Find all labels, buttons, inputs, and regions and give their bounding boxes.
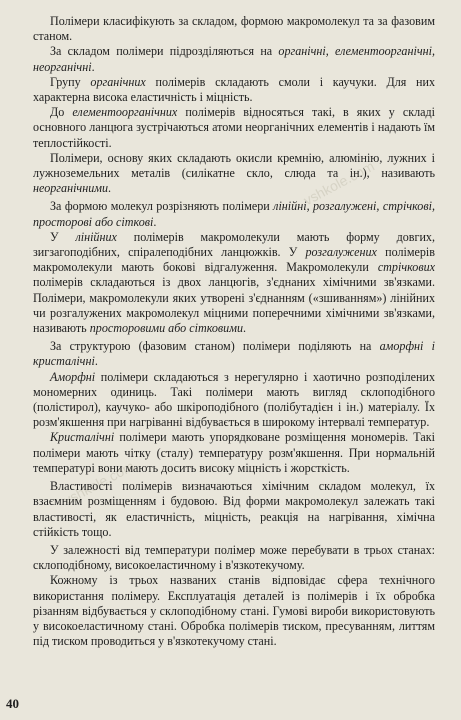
paragraph-organic: Групу органічних полімерів складають смоли і каучуки. Для них характерна висока еластичність і міцність. bbox=[33, 74, 435, 105]
paragraph-organoelement: До елементоорганічних полімерів відносяться такі, в яких у складі основного ланцюга зустрічаються атоми неорганічних елементів і надають їм теплостійкості. bbox=[33, 105, 435, 150]
paragraph-crystalline: Кристалічні полімери мають упорядковане розміщення мономерів. Такі полімери мають чітку (сталу) температуру розм'якшення. При нормальній температурі вони мають досить високу міцність і жорсткість. bbox=[33, 430, 435, 475]
paragraph-composition: За складом полімери підрозділяються на органічні, елементоорганічні, неорганічні. bbox=[33, 44, 435, 74]
paragraph-classification: Полімери класифікують за складом, формою макромолекул та за фазовим станом. bbox=[33, 14, 435, 44]
paragraph-structure: За структурою (фазовим станом) полімери поділяють на аморфні і кристалічні. bbox=[33, 339, 435, 369]
paragraph-inorganic: Полімери, основу яких складають окисли кремнію, алюмінію, лужних і лужноземельних металів (силікатне скло, слюда та ін.), називають неорганічними. bbox=[33, 150, 435, 196]
watermark: vshkole.com bbox=[300, 157, 378, 209]
paragraph-molecule-shape: За формою молекул розрізняють полімери лінійні, розгалужені, стрічкові, просторові або сіткові. bbox=[33, 199, 435, 229]
page-number: 40 bbox=[6, 696, 19, 711]
paragraph-usage: Кожному із трьох названих станів відповідає сфера технічного використання полімеру. Експлуатація деталей із полімерів і їх обробка різанням відбувається у склоподібному стані. Гумові вироби використовують у високоеластичному стані. Обробка полімерів тиском, пресуванням, литтям під тиском проводиться у в'язкотекучому стані. bbox=[33, 573, 435, 649]
paragraph-amorphous: Аморфні полімери складаються з нерегулярно і хаотично розподілених мономерних одиниць. Такі полімери мають вигляд склоподібного (полістирол), каучуко- або шкіроподібного (полібутадієн і ін.) матеріалу. Їх розм'якшення при нагріванні відбувається в широкому інтервалі температур. bbox=[33, 369, 435, 430]
paragraph-properties: Властивості полімерів визначаються хімічним складом молекул, їх взаємним розміщенням і будовою. Від форми макромолекул залежать такі властивості, як еластичність, міцність, реакція на нагрівання, хімічна стійкість тощо. bbox=[33, 479, 435, 539]
paragraph-states: У залежності від температури полімер може перебувати в трьох станах: склоподібному, високоеластичному і в'язкотекучому. bbox=[33, 542, 435, 573]
watermark: vshkole.com bbox=[60, 457, 138, 509]
paragraph-shape-types: У лінійних полімерів макромолекули мають форму довгих, зигзагоподібних, спіралеподібних ланцюжків. У розгалужених полімерів макромолекули мають бокові відгалуження. Макромолекули стрічкових полімерів складаються із двох ланцюгів, з'єднаних хімічними зв'язками. Полімери, макромолекули яких утворені з'єднанням («зшиванням») лінійних чи розгалужених макромолекул міцними поперечними хімічними зв'язками, називають просторовими або сітковими. bbox=[33, 229, 435, 336]
